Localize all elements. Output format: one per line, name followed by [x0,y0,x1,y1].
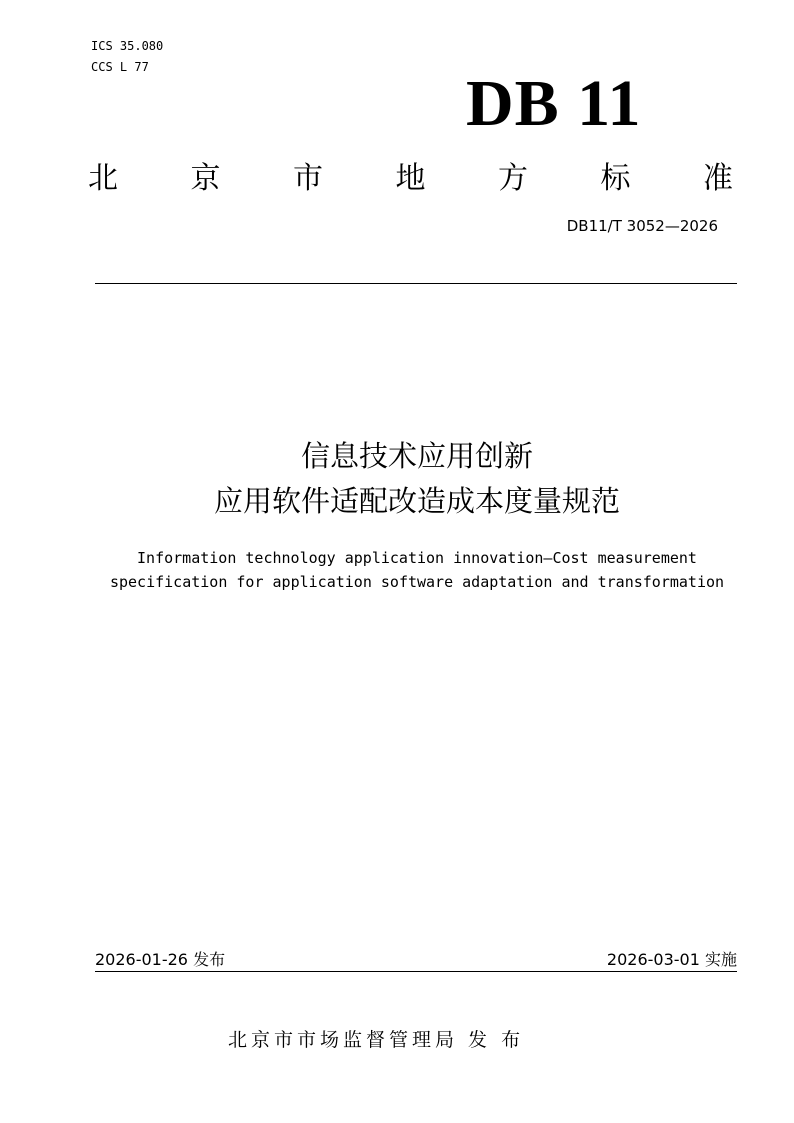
implement-date: 2026-03-01 实施 [606,950,737,969]
org-char: 京 [190,161,221,196]
title-zh-line1: 信息技术应用创新 [300,439,533,473]
title-zh-line2: 应用软件适配改造成本度量规范 [213,484,620,518]
ics-code: ICS 35.080 [91,39,164,53]
org-char: 市 [293,161,323,196]
header-divider [95,283,737,284]
title-en-line1: Information technology application innovation—Cost measurement [137,549,697,567]
org-char: 标 [600,161,631,196]
org-char: 方 [498,161,528,196]
footer-divider [95,971,737,972]
publisher: 北京市市场监督管理局 发 布 [228,1029,525,1051]
org-char: 北 [88,161,118,196]
publish-date: 2026-01-26 发布 [95,950,226,969]
org-char: 地 [395,161,426,196]
ccs-code: CCS L 77 [91,60,149,74]
standard-mark: DB 11 [466,67,642,140]
org-char: 准 [703,161,733,196]
standard-code: DB11/T 3052—2026 [566,217,718,235]
title-en-line2: specification for application software adaptation and transformation [109,573,725,591]
organization-name [88,153,733,197]
